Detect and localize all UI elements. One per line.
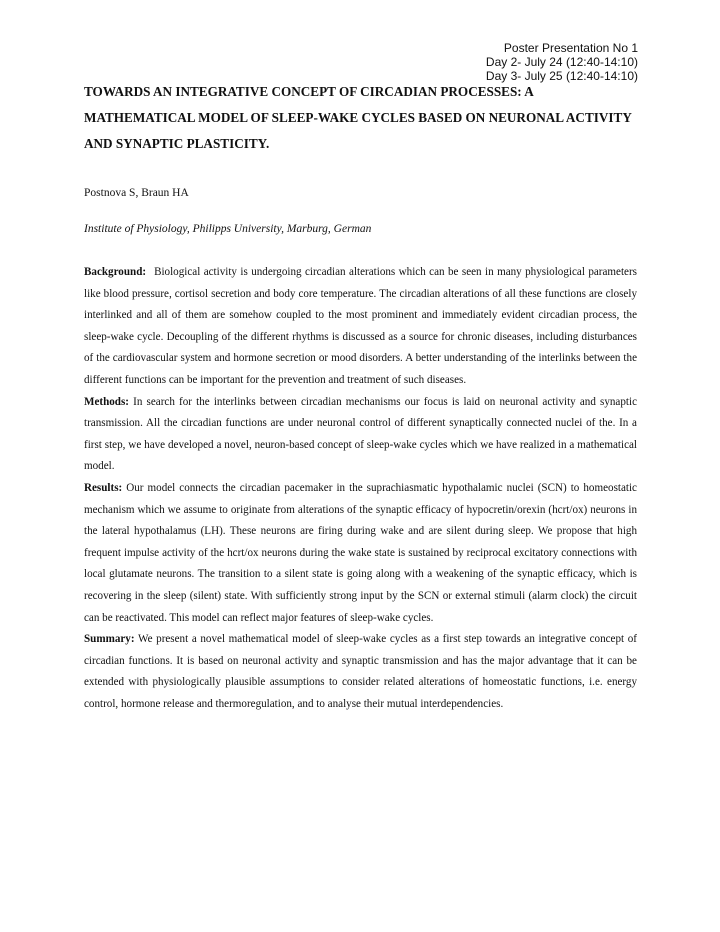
abstract-title: TOWARDS AN INTEGRATIVE CONCEPT OF CIRCADIAN PROCESSES: A MATHEMATICAL MODEL OF SLEEP-WAKE CYCLES BASED ON NEURONAL ACTIVITY AND SYNAPTIC PLASTICITY. (84, 84, 632, 151)
author-list: Postnova S, Braun HA (84, 187, 189, 199)
presentation-day-2: Day 2- July 24 (12:40-14:10) (485, 55, 638, 69)
methods-label: Methods: (84, 395, 129, 408)
author-affiliation: Institute of Physiology, Philipps University, Marburg, German (84, 223, 372, 235)
abstract-document (84, 79, 637, 715)
methods-section (84, 392, 637, 478)
results-label: Results: (84, 481, 123, 494)
presentation-info (486, 41, 638, 83)
abstract-body (84, 262, 637, 715)
methods-text: In search for the interlinks between circadian mechanisms our focus is laid on neuronal activity and synaptic transmission. All the circadian functions are under neuronal control of different synaptically connected nuclei of the. In a first step, we have developed a novel, neuron-based concept of sleep-wake cycles which we have realized in a mathematical model. (84, 395, 637, 473)
presentation-number: Poster Presentation No 1 (503, 41, 638, 55)
summary-text: We present a novel mathematical model of sleep-wake cycles as a first step towards an integrative concept of circadian functions. It is based on neuronal activity and synaptic transmission and has the major advantage that it can be extended with physiologically plausible assumptions to consider related alterations of homeostatic functions, i.e. energy control, hormone release and thermoregulation, and to analyse their mutual interdependencies. (84, 633, 637, 710)
summary-section (84, 629, 637, 715)
results-section (84, 478, 637, 629)
summary-label: Summary: (84, 633, 135, 646)
presentation-day-3: Day 3- July 25 (12:40-14:10) (485, 69, 638, 83)
background-text: Biological activity is undergoing circadian alterations which can be seen in many physiological parameters like blood pressure, cortisol secretion and body core temperature. The circadian alterations of all these functions are closely interlinked and all of them are somehow coupled to the most prominent and immediately evident circadian process, the sleep-wake cycle. Decoupling of the different rhythms is discussed as a source for chronic diseases, including disturbances of the cardiovascular system and hormone secretion or mood disorders. A better understanding of the interlinks between the different functions can be important for the prevention and treatment of such diseases. (84, 266, 637, 386)
results-text: Our model connects the circadian pacemaker in the suprachiasmatic hypothalamic nuclei (SCN) to homeostatic mechanism which we assume to originate from alterations of the synaptic efficacy of hypocretin/orexin (hcrt/ox) neurons in the lateral hypothalamus (LH). These neurons are firing during wake and are silent during sleep. We propose that high frequent impulse activity of the hcrt/ox neurons during the wake state is sustained by reciprocal excitatory connections with local glutamate neurons. The transition to a silent state is going along with a weakening of the synaptic efficacy, which is recovering in the sleep (silent) state. With sufficiently strong input by the SCN or external stimuli (alarm clock) the circuit can be reactivated. This model can reflect major features of sleep-wake cycles. (84, 481, 637, 624)
background-section (84, 262, 637, 392)
background-label: Background: (84, 266, 147, 278)
